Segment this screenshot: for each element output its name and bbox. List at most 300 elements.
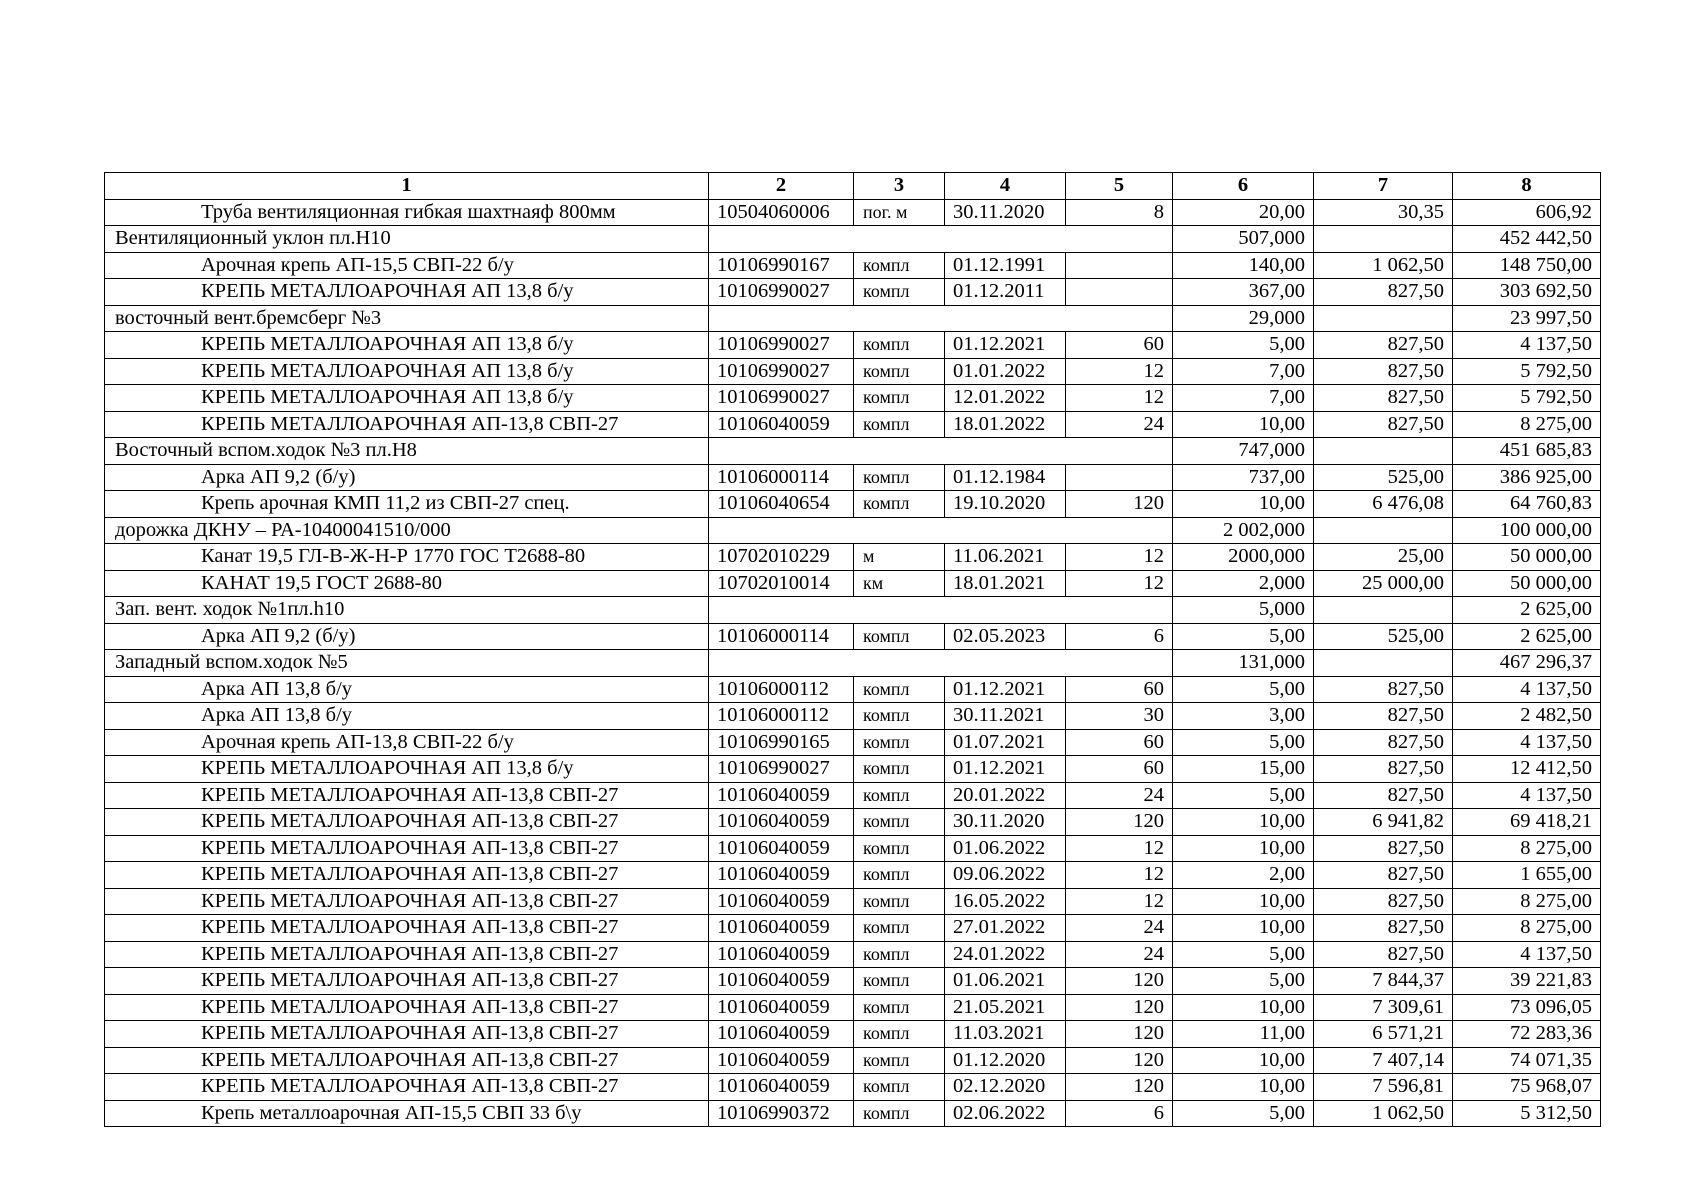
- code-cell: 10106000112: [709, 703, 854, 730]
- sum-cell: 451 685,83: [1453, 438, 1601, 465]
- sum-cell: 8 275,00: [1453, 835, 1601, 862]
- code-cell: 10106040059: [709, 782, 854, 809]
- table-row: [105, 941, 1601, 968]
- unit-cell: компл: [854, 968, 945, 995]
- date-cell: 11.06.2021: [945, 544, 1066, 571]
- sum-cell: 2 482,50: [1453, 703, 1601, 730]
- price-cell: 7 309,61: [1314, 994, 1453, 1021]
- sum-cell: 12 412,50: [1453, 756, 1601, 783]
- col5-cell: 120: [1066, 1021, 1173, 1048]
- col5-cell: [1066, 279, 1173, 306]
- column-header: 7: [1314, 173, 1453, 200]
- price-cell: 1 062,50: [1314, 252, 1453, 279]
- qty-cell: 507,000: [1173, 226, 1314, 253]
- column-header: 3: [854, 173, 945, 200]
- col5-cell: 120: [1066, 968, 1173, 995]
- table-row: [105, 756, 1601, 783]
- group-name: Восточный вспом.ходок №3 пл.Н8: [105, 438, 709, 465]
- inventory-table: [104, 172, 1601, 1127]
- qty-cell: 10,00: [1173, 1074, 1314, 1101]
- column-header: 5: [1066, 173, 1173, 200]
- code-cell: 10106040059: [709, 1047, 854, 1074]
- code-cell: 10106000114: [709, 464, 854, 491]
- date-cell: 30.11.2020: [945, 809, 1066, 836]
- date-cell: 02.06.2022: [945, 1100, 1066, 1127]
- empty-cell: [1314, 650, 1453, 677]
- item-name: Арка АП 9,2 (б/у): [105, 464, 709, 491]
- sum-cell: 73 096,05: [1453, 994, 1601, 1021]
- qty-cell: 131,000: [1173, 650, 1314, 677]
- col5-cell: [1066, 252, 1173, 279]
- code-cell: 10106040059: [709, 888, 854, 915]
- item-name: Арка АП 13,8 б/у: [105, 703, 709, 730]
- unit-cell: компл: [854, 358, 945, 385]
- qty-cell: 10,00: [1173, 888, 1314, 915]
- date-cell: 01.01.2022: [945, 358, 1066, 385]
- code-cell: 10106040059: [709, 994, 854, 1021]
- unit-cell: компл: [854, 915, 945, 942]
- code-cell: 10702010229: [709, 544, 854, 571]
- date-cell: 18.01.2021: [945, 570, 1066, 597]
- item-name: КРЕПЬ МЕТАЛЛОАРОЧНАЯ АП-13,8 СВП-27: [105, 862, 709, 889]
- date-cell: 11.03.2021: [945, 1021, 1066, 1048]
- unit-cell: компл: [854, 464, 945, 491]
- item-name: КРЕПЬ МЕТАЛЛОАРОЧНАЯ АП-13,8 СВП-27: [105, 411, 709, 438]
- date-cell: 01.12.2020: [945, 1047, 1066, 1074]
- group-row: [105, 438, 1601, 465]
- qty-cell: 5,00: [1173, 729, 1314, 756]
- empty-cell: [709, 226, 1173, 253]
- unit-cell: компл: [854, 1100, 945, 1127]
- item-name: Труба вентиляционная гибкая шахтнаяф 800мм: [105, 199, 709, 226]
- empty-cell: [709, 597, 1173, 624]
- col5-cell: 24: [1066, 915, 1173, 942]
- qty-cell: 140,00: [1173, 252, 1314, 279]
- code-cell: 10106040059: [709, 915, 854, 942]
- col5-cell: 12: [1066, 862, 1173, 889]
- sum-cell: 4 137,50: [1453, 676, 1601, 703]
- qty-cell: 367,00: [1173, 279, 1314, 306]
- sum-cell: 5 792,50: [1453, 358, 1601, 385]
- table-row: [105, 835, 1601, 862]
- unit-cell: компл: [854, 491, 945, 518]
- unit-cell: компл: [854, 782, 945, 809]
- sum-cell: 4 137,50: [1453, 332, 1601, 359]
- code-cell: 10106040654: [709, 491, 854, 518]
- sum-cell: 8 275,00: [1453, 888, 1601, 915]
- sum-cell: 303 692,50: [1453, 279, 1601, 306]
- item-name: КРЕПЬ МЕТАЛЛОАРОЧНАЯ АП-13,8 СВП-27: [105, 994, 709, 1021]
- unit-cell: компл: [854, 1021, 945, 1048]
- date-cell: 30.11.2021: [945, 703, 1066, 730]
- col5-cell: 60: [1066, 729, 1173, 756]
- table-row: [105, 491, 1601, 518]
- column-header: 6: [1173, 173, 1314, 200]
- col5-cell: 30: [1066, 703, 1173, 730]
- qty-cell: 5,00: [1173, 332, 1314, 359]
- qty-cell: 5,00: [1173, 968, 1314, 995]
- group-name: Вентиляционный уклон пл.Н10: [105, 226, 709, 253]
- price-cell: 6 941,82: [1314, 809, 1453, 836]
- sum-cell: 75 968,07: [1453, 1074, 1601, 1101]
- code-cell: 10106040059: [709, 941, 854, 968]
- item-name: КРЕПЬ МЕТАЛЛОАРОЧНАЯ АП-13,8 СВП-27: [105, 809, 709, 836]
- code-cell: 10106990165: [709, 729, 854, 756]
- date-cell: 21.05.2021: [945, 994, 1066, 1021]
- sum-cell: 4 137,50: [1453, 782, 1601, 809]
- price-cell: 827,50: [1314, 915, 1453, 942]
- col5-cell: 120: [1066, 491, 1173, 518]
- code-cell: 10106040059: [709, 411, 854, 438]
- group-row: [105, 650, 1601, 677]
- sum-cell: 8 275,00: [1453, 915, 1601, 942]
- column-header: 8: [1453, 173, 1601, 200]
- date-cell: 02.12.2020: [945, 1074, 1066, 1101]
- sum-cell: 5 792,50: [1453, 385, 1601, 412]
- empty-cell: [709, 517, 1173, 544]
- table-row: [105, 1074, 1601, 1101]
- empty-cell: [709, 650, 1173, 677]
- qty-cell: 5,000: [1173, 597, 1314, 624]
- col5-cell: 6: [1066, 1100, 1173, 1127]
- date-cell: 20.01.2022: [945, 782, 1066, 809]
- table-row: [105, 332, 1601, 359]
- column-header: 1: [105, 173, 709, 200]
- price-cell: 7 596,81: [1314, 1074, 1453, 1101]
- price-cell: 827,50: [1314, 385, 1453, 412]
- code-cell: 10106000112: [709, 676, 854, 703]
- table-row: [105, 411, 1601, 438]
- date-cell: 30.11.2020: [945, 199, 1066, 226]
- empty-cell: [1314, 226, 1453, 253]
- price-cell: 1 062,50: [1314, 1100, 1453, 1127]
- price-cell: 25 000,00: [1314, 570, 1453, 597]
- table-row: [105, 994, 1601, 1021]
- unit-cell: компл: [854, 835, 945, 862]
- code-cell: 10106040059: [709, 809, 854, 836]
- date-cell: 01.12.1991: [945, 252, 1066, 279]
- price-cell: 6 476,08: [1314, 491, 1453, 518]
- table-row: [105, 570, 1601, 597]
- col5-cell: 120: [1066, 1074, 1173, 1101]
- qty-cell: 747,000: [1173, 438, 1314, 465]
- price-cell: 827,50: [1314, 279, 1453, 306]
- item-name: Крепь металлоарочная АП-15,5 СВП 33 б\у: [105, 1100, 709, 1127]
- sum-cell: 72 283,36: [1453, 1021, 1601, 1048]
- date-cell: 12.01.2022: [945, 385, 1066, 412]
- item-name: КРЕПЬ МЕТАЛЛОАРОЧНАЯ АП-13,8 СВП-27: [105, 1021, 709, 1048]
- table-row: [105, 676, 1601, 703]
- code-cell: 10106040059: [709, 1074, 854, 1101]
- group-name: Зап. вент. ходок №1пл.h10: [105, 597, 709, 624]
- col5-cell: 24: [1066, 941, 1173, 968]
- group-name: дорожка ДКНУ – РА-10400041510/000: [105, 517, 709, 544]
- sum-cell: 100 000,00: [1453, 517, 1601, 544]
- qty-cell: 737,00: [1173, 464, 1314, 491]
- qty-cell: 11,00: [1173, 1021, 1314, 1048]
- unit-cell: компл: [854, 994, 945, 1021]
- col5-cell: 60: [1066, 756, 1173, 783]
- qty-cell: 5,00: [1173, 1100, 1314, 1127]
- qty-cell: 5,00: [1173, 941, 1314, 968]
- code-cell: 10106000114: [709, 623, 854, 650]
- table-row: [105, 623, 1601, 650]
- code-cell: 10106990167: [709, 252, 854, 279]
- item-name: КРЕПЬ МЕТАЛЛОАРОЧНАЯ АП-13,8 СВП-27: [105, 1047, 709, 1074]
- sum-cell: 2 625,00: [1453, 623, 1601, 650]
- price-cell: 7 407,14: [1314, 1047, 1453, 1074]
- sum-cell: 2 625,00: [1453, 597, 1601, 624]
- unit-cell: компл: [854, 756, 945, 783]
- header-row: [105, 173, 1601, 200]
- empty-cell: [1314, 597, 1453, 624]
- table-row: [105, 199, 1601, 226]
- col5-cell: 24: [1066, 782, 1173, 809]
- empty-cell: [1314, 438, 1453, 465]
- item-name: КРЕПЬ МЕТАЛЛОАРОЧНАЯ АП-13,8 СВП-27: [105, 1074, 709, 1101]
- group-name: Западный вспом.ходок №5: [105, 650, 709, 677]
- unit-cell: компл: [854, 862, 945, 889]
- table-row: [105, 358, 1601, 385]
- price-cell: 827,50: [1314, 888, 1453, 915]
- column-header: 2: [709, 173, 854, 200]
- unit-cell: компл: [854, 411, 945, 438]
- item-name: КРЕПЬ МЕТАЛЛОАРОЧНАЯ АП-13,8 СВП-27: [105, 968, 709, 995]
- date-cell: 18.01.2022: [945, 411, 1066, 438]
- table-row: [105, 385, 1601, 412]
- qty-cell: 10,00: [1173, 835, 1314, 862]
- date-cell: 01.06.2022: [945, 835, 1066, 862]
- empty-cell: [709, 438, 1173, 465]
- price-cell: 827,50: [1314, 729, 1453, 756]
- unit-cell: компл: [854, 1074, 945, 1101]
- item-name: КРЕПЬ МЕТАЛЛОАРОЧНАЯ АП 13,8 б/у: [105, 279, 709, 306]
- price-cell: 827,50: [1314, 862, 1453, 889]
- unit-cell: компл: [854, 729, 945, 756]
- empty-cell: [709, 305, 1173, 332]
- col5-cell: 12: [1066, 385, 1173, 412]
- col5-cell: 120: [1066, 1047, 1173, 1074]
- qty-cell: 15,00: [1173, 756, 1314, 783]
- table-row: [105, 915, 1601, 942]
- code-cell: 10106990027: [709, 358, 854, 385]
- col5-cell: 12: [1066, 570, 1173, 597]
- qty-cell: 2,000: [1173, 570, 1314, 597]
- date-cell: 09.06.2022: [945, 862, 1066, 889]
- sum-cell: 386 925,00: [1453, 464, 1601, 491]
- unit-cell: компл: [854, 623, 945, 650]
- item-name: КРЕПЬ МЕТАЛЛОАРОЧНАЯ АП-13,8 СВП-27: [105, 915, 709, 942]
- price-cell: 827,50: [1314, 703, 1453, 730]
- item-name: КРЕПЬ МЕТАЛЛОАРОЧНАЯ АП-13,8 СВП-27: [105, 941, 709, 968]
- table-row: [105, 888, 1601, 915]
- table-row: [105, 782, 1601, 809]
- item-name: КРЕПЬ МЕТАЛЛОАРОЧНАЯ АП 13,8 б/у: [105, 385, 709, 412]
- date-cell: 16.05.2022: [945, 888, 1066, 915]
- item-name: КРЕПЬ МЕТАЛЛОАРОЧНАЯ АП-13,8 СВП-27: [105, 782, 709, 809]
- item-name: Канат 19,5 ГЛ-В-Ж-Н-Р 1770 ГОС Т2688-80: [105, 544, 709, 571]
- code-cell: 10106990372: [709, 1100, 854, 1127]
- item-name: КРЕПЬ МЕТАЛЛОАРОЧНАЯ АП-13,8 СВП-27: [105, 888, 709, 915]
- code-cell: 10106040059: [709, 862, 854, 889]
- unit-cell: м: [854, 544, 945, 571]
- price-cell: 827,50: [1314, 676, 1453, 703]
- col5-cell: 12: [1066, 544, 1173, 571]
- col5-cell: 12: [1066, 888, 1173, 915]
- qty-cell: 7,00: [1173, 358, 1314, 385]
- qty-cell: 10,00: [1173, 915, 1314, 942]
- price-cell: 25,00: [1314, 544, 1453, 571]
- qty-cell: 10,00: [1173, 1047, 1314, 1074]
- table-row: [105, 279, 1601, 306]
- group-row: [105, 517, 1601, 544]
- sum-cell: 23 997,50: [1453, 305, 1601, 332]
- qty-cell: 5,00: [1173, 782, 1314, 809]
- sum-cell: 148 750,00: [1453, 252, 1601, 279]
- qty-cell: 10,00: [1173, 809, 1314, 836]
- qty-cell: 29,000: [1173, 305, 1314, 332]
- unit-cell: компл: [854, 279, 945, 306]
- qty-cell: 2 002,000: [1173, 517, 1314, 544]
- group-row: [105, 597, 1601, 624]
- sum-cell: 4 137,50: [1453, 941, 1601, 968]
- code-cell: 10106990027: [709, 279, 854, 306]
- table-row: [105, 862, 1601, 889]
- code-cell: 10504060006: [709, 199, 854, 226]
- col5-cell: 120: [1066, 809, 1173, 836]
- table-row: [105, 703, 1601, 730]
- date-cell: 27.01.2022: [945, 915, 1066, 942]
- qty-cell: 10,00: [1173, 411, 1314, 438]
- date-cell: 02.05.2023: [945, 623, 1066, 650]
- code-cell: 10106990027: [709, 385, 854, 412]
- code-cell: 10106040059: [709, 835, 854, 862]
- item-name: Арка АП 9,2 (б/у): [105, 623, 709, 650]
- sum-cell: 64 760,83: [1453, 491, 1601, 518]
- unit-cell: компл: [854, 332, 945, 359]
- sum-cell: 467 296,37: [1453, 650, 1601, 677]
- item-name: Крепь арочная КМП 11,2 из СВП-27 спец.: [105, 491, 709, 518]
- col5-cell: 24: [1066, 411, 1173, 438]
- group-name: восточный вент.бремсберг №3: [105, 305, 709, 332]
- table-row: [105, 1021, 1601, 1048]
- table-row: [105, 729, 1601, 756]
- unit-cell: компл: [854, 252, 945, 279]
- table-row: [105, 1100, 1601, 1127]
- group-row: [105, 305, 1601, 332]
- sum-cell: 39 221,83: [1453, 968, 1601, 995]
- empty-cell: [1314, 305, 1453, 332]
- table-row: [105, 544, 1601, 571]
- qty-cell: 2,00: [1173, 862, 1314, 889]
- item-name: КРЕПЬ МЕТАЛЛОАРОЧНАЯ АП-13,8 СВП-27: [105, 835, 709, 862]
- unit-cell: пог. м: [854, 199, 945, 226]
- unit-cell: компл: [854, 676, 945, 703]
- price-cell: 30,35: [1314, 199, 1453, 226]
- code-cell: 10106990027: [709, 332, 854, 359]
- unit-cell: км: [854, 570, 945, 597]
- unit-cell: компл: [854, 1047, 945, 1074]
- item-name: КРЕПЬ МЕТАЛЛОАРОЧНАЯ АП 13,8 б/у: [105, 358, 709, 385]
- sum-cell: 5 312,50: [1453, 1100, 1601, 1127]
- unit-cell: компл: [854, 385, 945, 412]
- date-cell: 01.12.1984: [945, 464, 1066, 491]
- item-name: КАНАТ 19,5 ГОСТ 2688-80: [105, 570, 709, 597]
- item-name: Арочная крепь АП-15,5 СВП-22 б/у: [105, 252, 709, 279]
- qty-cell: 7,00: [1173, 385, 1314, 412]
- sum-cell: 452 442,50: [1453, 226, 1601, 253]
- sum-cell: 50 000,00: [1453, 570, 1601, 597]
- item-name: КРЕПЬ МЕТАЛЛОАРОЧНАЯ АП 13,8 б/у: [105, 756, 709, 783]
- qty-cell: 3,00: [1173, 703, 1314, 730]
- code-cell: 10702010014: [709, 570, 854, 597]
- price-cell: 827,50: [1314, 941, 1453, 968]
- unit-cell: компл: [854, 703, 945, 730]
- sum-cell: 1 655,00: [1453, 862, 1601, 889]
- sum-cell: 74 071,35: [1453, 1047, 1601, 1074]
- qty-cell: 20,00: [1173, 199, 1314, 226]
- price-cell: 827,50: [1314, 358, 1453, 385]
- column-header: 4: [945, 173, 1066, 200]
- unit-cell: компл: [854, 941, 945, 968]
- date-cell: 01.06.2021: [945, 968, 1066, 995]
- col5-cell: 8: [1066, 199, 1173, 226]
- price-cell: 827,50: [1314, 782, 1453, 809]
- date-cell: 01.12.2021: [945, 676, 1066, 703]
- unit-cell: компл: [854, 888, 945, 915]
- date-cell: 01.07.2021: [945, 729, 1066, 756]
- table-row: [105, 809, 1601, 836]
- col5-cell: 12: [1066, 358, 1173, 385]
- price-cell: 827,50: [1314, 835, 1453, 862]
- unit-cell: компл: [854, 809, 945, 836]
- price-cell: 827,50: [1314, 332, 1453, 359]
- qty-cell: 2000,000: [1173, 544, 1314, 571]
- sum-cell: 606,92: [1453, 199, 1601, 226]
- code-cell: 10106040059: [709, 1021, 854, 1048]
- col5-cell: 60: [1066, 332, 1173, 359]
- price-cell: 827,50: [1314, 756, 1453, 783]
- date-cell: 24.01.2022: [945, 941, 1066, 968]
- price-cell: 6 571,21: [1314, 1021, 1453, 1048]
- code-cell: 10106040059: [709, 968, 854, 995]
- date-cell: 01.12.2021: [945, 756, 1066, 783]
- price-cell: 525,00: [1314, 464, 1453, 491]
- qty-cell: 5,00: [1173, 676, 1314, 703]
- price-cell: 7 844,37: [1314, 968, 1453, 995]
- table-row: [105, 252, 1601, 279]
- code-cell: 10106990027: [709, 756, 854, 783]
- col5-cell: 12: [1066, 835, 1173, 862]
- item-name: Арочная крепь АП-13,8 СВП-22 б/у: [105, 729, 709, 756]
- table-row: [105, 1047, 1601, 1074]
- date-cell: 01.12.2011: [945, 279, 1066, 306]
- empty-cell: [1314, 517, 1453, 544]
- item-name: КРЕПЬ МЕТАЛЛОАРОЧНАЯ АП 13,8 б/у: [105, 332, 709, 359]
- qty-cell: 10,00: [1173, 994, 1314, 1021]
- sum-cell: 69 418,21: [1453, 809, 1601, 836]
- table-row: [105, 464, 1601, 491]
- col5-cell: [1066, 464, 1173, 491]
- sum-cell: 8 275,00: [1453, 411, 1601, 438]
- qty-cell: 10,00: [1173, 491, 1314, 518]
- sum-cell: 4 137,50: [1453, 729, 1601, 756]
- col5-cell: 120: [1066, 994, 1173, 1021]
- group-row: [105, 226, 1601, 253]
- qty-cell: 5,00: [1173, 623, 1314, 650]
- date-cell: 19.10.2020: [945, 491, 1066, 518]
- price-cell: 525,00: [1314, 623, 1453, 650]
